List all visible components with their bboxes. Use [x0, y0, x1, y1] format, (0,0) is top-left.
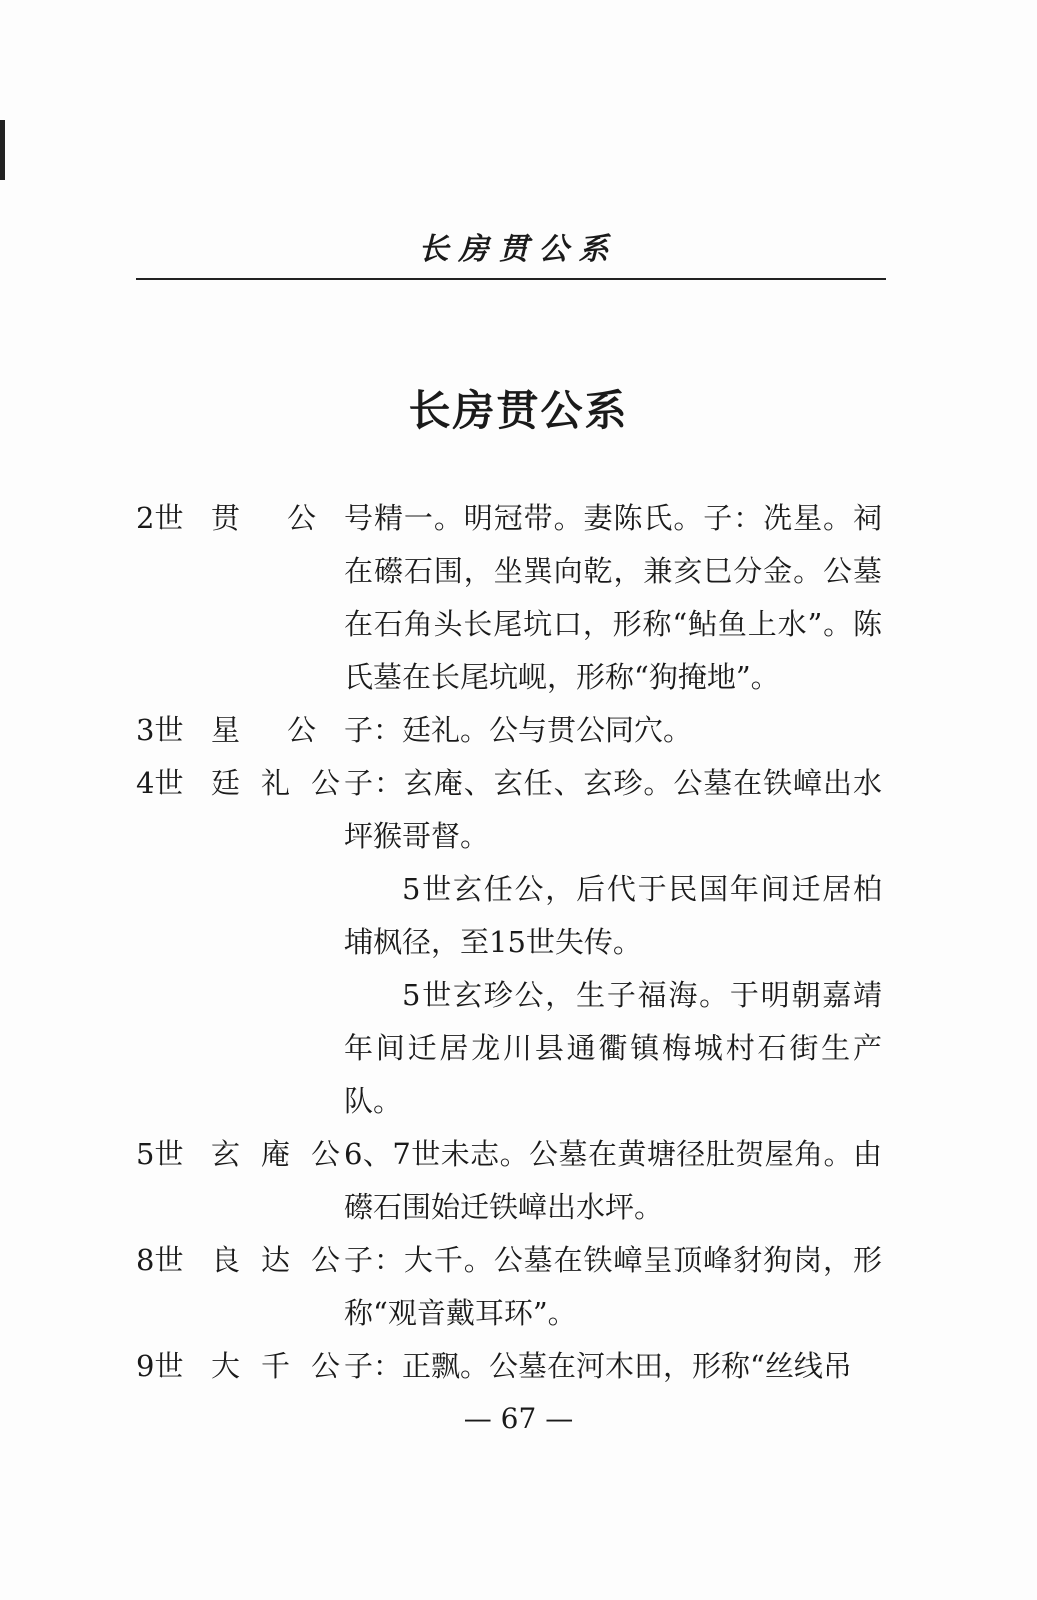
entry-text: 6、7世未志。公墓在黄塘径肚贺屋角。由礤石围始迁铁嶂出水坪。 — [344, 1137, 882, 1224]
generation-label: 9世 — [136, 1349, 184, 1383]
generation-label: 3世 — [136, 713, 184, 747]
entry-note: 5世玄任公，后代于民国年间迁居柏埔枫径，至15世失传。 — [344, 872, 882, 959]
scan-edge-mark — [0, 120, 5, 180]
generation-label: 8世 — [136, 1243, 184, 1277]
genealogy-entries — [136, 492, 896, 1393]
section-title: 长房贯公系 — [408, 386, 629, 435]
ancestor-name: 玄庵公 — [211, 1137, 340, 1171]
entry-note: 5世玄珍公，生子福海。于明朝嘉靖年间迁居龙川县通衢镇梅城村石街生产队。 — [344, 978, 882, 1118]
generation-label: 4世 — [136, 766, 184, 800]
entry-text: 子：廷礼。公与贯公同穴。 — [344, 713, 693, 747]
ancestor-name: 贯 公 — [211, 501, 316, 535]
entry-gen-2 — [136, 492, 896, 704]
ancestor-name: 廷礼公 — [211, 766, 340, 800]
entry-gen-5 — [136, 1128, 896, 1234]
entry-body — [344, 757, 882, 1128]
ancestor-name: 大千公 — [211, 1349, 340, 1383]
running-head: 长房贯公系 — [418, 232, 619, 267]
header-rule — [136, 278, 886, 280]
entry-text: 子：玄庵、玄任、玄珍。公墓在铁嶂出水坪猴哥督。 — [344, 766, 882, 853]
entry-text: 子：正飘。公墓在河木田，形称“丝线吊 — [344, 1349, 852, 1383]
entry-gen-4 — [136, 757, 896, 1128]
entry-gen-3 — [136, 704, 896, 757]
entry-text: 子：大千。公墓在铁嶂呈顶峰豺狗岗，形称“观音戴耳环”。 — [344, 1243, 882, 1330]
page-number: — 67 — — [463, 1402, 574, 1435]
entry-gen-8 — [136, 1234, 896, 1340]
entry-text: 号精一。明冠带。妻陈氏。子：冼星。祠在礤石围，坐巽向乾，兼亥巳分金。公墓在石角头长尾坑口，形称“鲇鱼上水”。陈氏墓在长尾坑岘，形称“狗掩地”。 — [344, 501, 882, 694]
generation-label: 2世 — [136, 501, 184, 535]
ancestor-name: 良达公 — [211, 1243, 340, 1277]
entry-gen-9 — [136, 1340, 896, 1393]
ancestor-name: 星 公 — [211, 713, 316, 747]
generation-label: 5世 — [136, 1137, 184, 1171]
